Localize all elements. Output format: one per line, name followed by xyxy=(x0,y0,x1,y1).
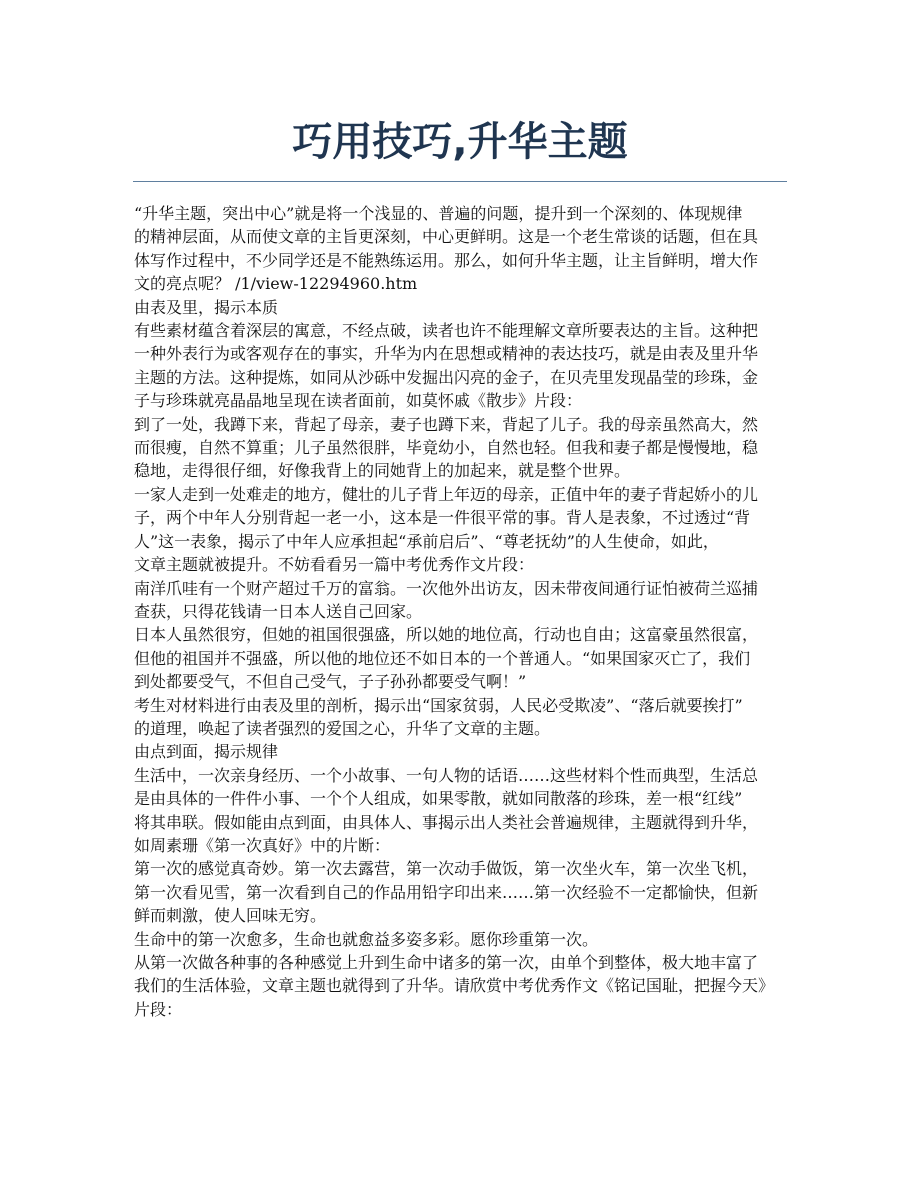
text-line: 的精神层面，从而使文章的主旨更深刻，中心更鲜明。这是一个老生常谈的话题，但在具 xyxy=(134,227,759,247)
text-line: 我们的生活体验，文章主题也就得到了升华。请欣赏中考优秀作文《铭记国耻，把握今天》 xyxy=(134,976,775,996)
text-line: 日本人虽然很穷，但她的祖国很强盛，所以她的地位高，行动也自由；这富豪虽然很富， xyxy=(134,625,759,645)
title-divider xyxy=(133,181,787,182)
text-line: 考生对材料进行由表及里的剖析，揭示出“国家贫弱，人民必受欺凌”、“落后就要挨打” xyxy=(134,695,743,715)
text-line: 第一次看见雪，第一次看到自己的作品用铅字印出来……第一次经验不一定都愉快，但新 xyxy=(134,882,759,902)
text-line: 体写作过程中，不少同学还是不能熟练运用。那么，如何升华主题，让主旨鲜明，增大作 xyxy=(134,250,759,270)
text-line: 到处都要受气，不但自己受气，子子孙孙都要受气啊！” xyxy=(134,672,527,692)
section-heading: 由点到面，揭示规律 xyxy=(134,742,279,762)
text-line: 南洋爪哇有一个财产超过千万的富翁。一次他外出访友，因未带夜间通行证怕被荷兰巡捕 xyxy=(134,578,759,598)
text-line: 鲜而刺激，使人回味无穷。 xyxy=(134,906,327,926)
text-line: 一家人走到一处难走的地方，健壮的儿子背上年迈的母亲，正值中年的妻子背起娇小的儿 xyxy=(134,484,759,504)
text-line: 生活中，一次亲身经历、一个小故事、一句人物的话语……这些材料个性而典型，生活总 xyxy=(134,765,759,785)
text-line: 从第一次做各种事的各种感觉上升到生命中诸多的第一次，由单个到整体，极大地丰富了 xyxy=(134,953,759,972)
document-title: 巧用技巧,升华主题 xyxy=(292,119,628,165)
text-line: 子，两个中年人分别背起一老一小，这本是一件很平常的事。背人是表象，不过透过“背 xyxy=(134,508,751,528)
text-line: 稳地，走得很仔细，好像我背上的同她背上的加起来，就是整个世界。 xyxy=(134,461,631,481)
text-line: 将其串联。假如能由点到面，由具体人、事揭示出人类社会普遍规律，主题就得到升华， xyxy=(134,812,759,832)
text-line: 人”这一表象，揭示了中年人应承担起“承前启后”、“尊老抚幼”的人生使命，如此， xyxy=(134,531,719,551)
text-line: 但他的祖国并不强盛，所以他的地位还不如日本的一个普通人。“如果国家灭亡了，我们 xyxy=(134,648,751,668)
text-line: 查获，只得花钱请一日本人送自己回家。 xyxy=(134,601,423,621)
text-line: 的道理，唤起了读者强烈的爱国之心，升华了文章的主题。 xyxy=(134,718,551,738)
text-line: 如周素珊《第一次真好》中的片断： xyxy=(134,835,391,855)
text-line: 主题的方法。这种提炼，如同从沙砾中发掘出闪亮的金子，在贝壳里发现晶莹的珍珠，金 xyxy=(134,367,759,387)
text-line: 而很瘦，自然不算重；儿子虽然很胖，毕竟幼小，自然也轻。但我和妻子都是慢慢地，稳 xyxy=(134,438,759,458)
text-line: 文的亮点呢？ /1/view-12294960.htm xyxy=(134,274,418,294)
text-line: 有些素材蕴含着深层的寓意，不经点破，读者也许不能理解文章所要表达的主旨。这种把 xyxy=(134,321,759,341)
text-line: 第一次的感觉真奇妙。第一次去露营，第一次动手做饭，第一次坐火车，第一次坐飞机， xyxy=(134,859,759,879)
text-line: 生命中的第一次愈多，生命也就愈益多姿多彩。愿你珍重第一次。 xyxy=(134,929,599,949)
text-line: 文章主题就被提升。不妨看看另一篇中考优秀作文片段： xyxy=(134,555,535,575)
text-line: 片段： xyxy=(134,999,183,1019)
text-line: 一种外表行为或客观存在的事实，升华为内在思想或精神的表达技巧，就是由表及里升华 xyxy=(134,344,759,364)
document-body xyxy=(134,202,794,1021)
text-line: 到了一处，我蹲下来，背起了母亲，妻子也蹲下来，背起了儿子。我的母亲虽然高大，然 xyxy=(134,414,759,434)
text-line: 子与珍珠就亮晶晶地呈现在读者面前，如莫怀戚《散步》片段： xyxy=(134,391,583,411)
section-heading: 由表及里，揭示本质 xyxy=(134,297,279,317)
text-line: 是由具体的一件件小事、一个个人组成，如果零散，就如同散落的珍珠，差一根“红线” xyxy=(134,789,743,809)
text-line: “升华主题，突出中心”就是将一个浅显的、普遍的问题，提升到一个深刻的、体现规律 xyxy=(134,204,743,223)
